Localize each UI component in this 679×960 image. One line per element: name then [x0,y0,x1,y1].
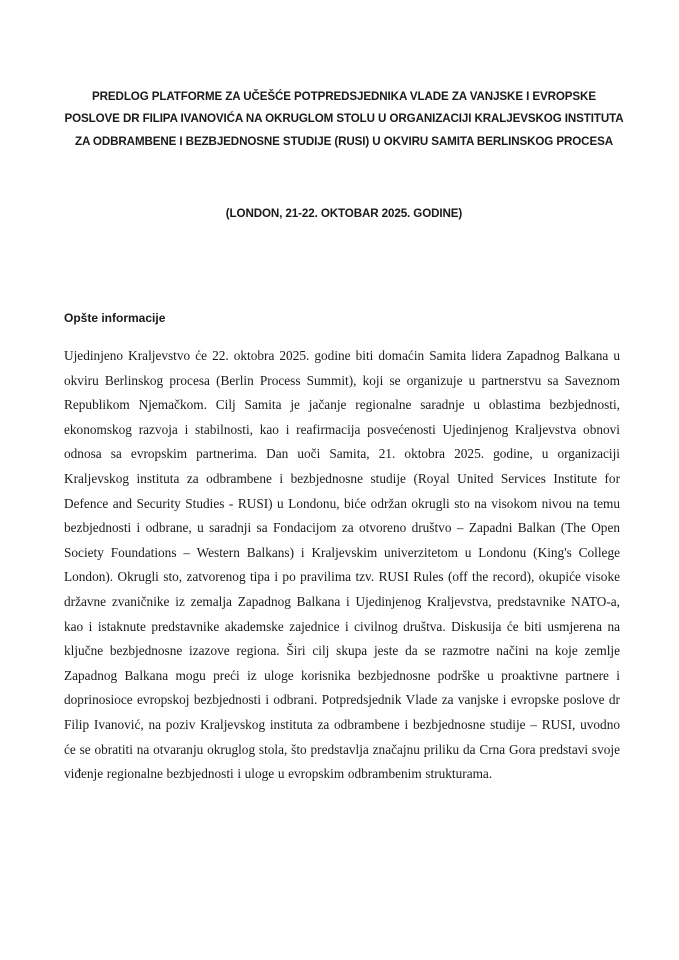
section-heading: Opšte informacije [64,311,166,325]
document-title: PREDLOG PLATFORME ZA UČEŠĆE POTPREDSJEDNIKA VLADE ZA VANJSKE I EVROPSKE POSLOVE DR FILIPA IVANOVIĆA NA OKRUGLOM STOLU U ORGANIZACIJI KRALJEVSKOG INSTITUTA ZA ODBRAMBENE I BEZBJEDNOSNE STUDIJE (RUSI) U OKVIRU SAMITA BERLINSKOG PROCESA [64,90,624,148]
document-subtitle: (LONDON, 21-22. OKTOBAR 2025. GODINE) [225,207,463,220]
body-paragraph: Ujedinjeno Kraljevstvo će 22. oktobra 2025. godine biti domaćin Samita lidera Zapadnog Balkana u okviru Berlinskog procesa (Berlin Process Summit), koji se organizuje u partnerstvu sa Saveznom Republikom Njemačkom. Cilj Samita je jačanje regionalne saradnje u oblastima bezbjednosti, ekonomskog razvoja i stabilnosti, kao i reafirmacija posvećenosti Ujedinjenog Kraljevstva obnovi odnosa sa evropskim partnerima. Dan uoči Samita, 21. oktobra 2025. godine, u organizaciji Kraljevskog instituta za odbrambene i bezbjednosne studije (Royal United Services Institute for Defence and Security Studies - RUSI) u Londonu, biće održan okrugli sto na visokom nivou na temu bezbjednosti i odbrane, u saradnji sa Fondacijom za otvoreno društvo – Zapadni Balkan (The Open Society Foundations – Western Balkans) i Kraljevskim univerzitetom u Londonu (King's College London). Okrugli sto, zatvorenog tipa i po pravilima tzv. RUSI Rules (off the record), okupiće visoke državne zvaničnike iz zemalja Zapadnog Balkana i Ujedinjenog Kraljevstva, predstavnike NATO-a, kao i istaknute predstavnike akademske zajednice i civilnog društva. Diskusija će biti usmjerena na ključne bezbjednosne izazove regiona. Širi cilj skupa jeste da se razmotre načini na koje zemlje Zapadnog Balkana mogu preći iz uloge korisnika bezbjednosne podrške u proaktivne partnere i doprinosioce evropskoj bezbjednosti i odbrani. Potpredsjednik Vlade za vanjske i evropske poslove dr Filip Ivanović, na poziv Kraljevskog instituta za odbrambene i bezbjednosne studije – RUSI, uvodno će se obratiti na otvaranju okruglog stola, što predstavlja značajnu priliku da Crna Gora predstavi svoje viđenje regionalne bezbjednosti i uloge u evropskim odbrambenim strukturama. [64,348,620,782]
